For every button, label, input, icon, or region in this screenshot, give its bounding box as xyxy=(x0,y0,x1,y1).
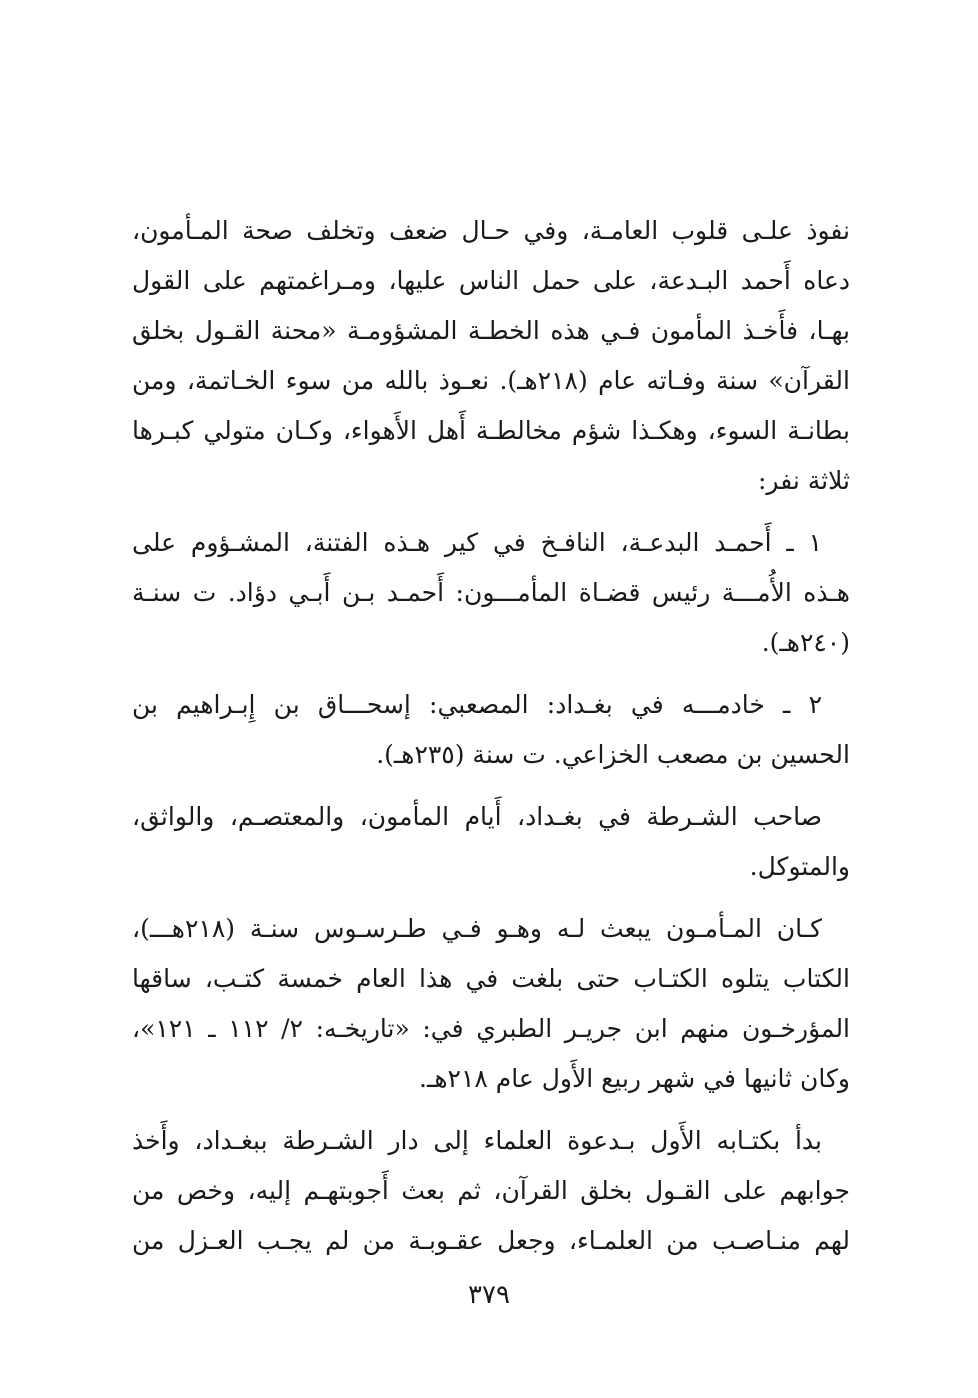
text-line: بطانـة السوء، وهكـذا شؤم مخالطـة أَهل الأَهواء، وكـان متولي كبـرها xyxy=(132,416,850,445)
text-line: (٢٤٠هـ). xyxy=(761,628,850,657)
text-line: ٢ ـ خادمـــه في بغـداد: المصعبي: إسحـــاق بن إِبـراهيم بن xyxy=(132,690,822,719)
text-line: صاحب الشـرطة في بغـداد، أَيام المأمون، والمعتصـم، والواثق، xyxy=(132,802,822,831)
text-line: هـذه الأُمـــة رئيس قضـاة المأمـــون: أَحمـد بـن أَبـي دؤاد. ت سنـة xyxy=(132,578,850,607)
text-line: المؤرخـون منهم ابن جريـر الطبري في: «تاريخـه: ٢/ ١١٢ ـ ١٢١»، xyxy=(132,1014,851,1043)
body-text xyxy=(132,206,850,1278)
paragraph-2 xyxy=(132,518,850,668)
text-line: كـان المـأمـون يبعث لـه وهـو فـي طـرسـوس سنـة (٢١٨هـــ)، xyxy=(132,914,822,943)
paragraph-3 xyxy=(132,680,850,780)
text-line: الحسين بن مصعب الخزاعي. ت سنة (٢٣٥هـ). xyxy=(376,740,850,769)
text-line: دعاه أَحمد البـدعة، على حمل الناس عليها، ومـراغمتهم على القول xyxy=(132,266,850,295)
text-line: بهـا، فأَخـذ المأمون فـي هذه الخطـة المشؤومـة «محنة القـول بخلق xyxy=(132,316,850,345)
paragraph-1 xyxy=(132,206,850,506)
paragraph-4 xyxy=(132,792,850,892)
text-line: ثلاثة نفر: xyxy=(757,466,850,495)
text-line: بدأ بكتـابه الأَول بـدعوة العلماء إلى دار الشـرطة ببغـداد، وأَخذ xyxy=(132,1126,822,1155)
text-line: وكان ثانيها في شهر ربيع الأَول عام ٢١٨هـ. xyxy=(419,1064,850,1093)
paragraph-6 xyxy=(132,1116,850,1266)
text-line: القرآن» سنة وفـاته عام (٢١٨هـ). نعـوذ بالله من سوء الخـاتمة، ومن xyxy=(132,366,850,395)
text-line: والمتوكل. xyxy=(749,852,850,881)
paragraph-5 xyxy=(132,904,850,1104)
text-line: نفوذ علـى قلوب العامـة، وفي حـال ضعف وتخلف صحة المـأمون، xyxy=(132,216,850,245)
text-line: ١ ـ أَحمـد البدعـة، النافـخ في كير هـذه الفتنة، المشـؤوم على xyxy=(132,528,822,557)
text-line: الكتاب يتلوه الكتـاب حتى بلغت في هذا العام خمسة كتـب، ساقها xyxy=(132,964,850,993)
text-line: جوابهم على القـول بخلق القرآن، ثم بعث أَجوبتهـم إليه، وخص من xyxy=(132,1176,850,1205)
text-line: لهم منـاصـب من العلمـاء، وجعل عقـوبـة من لم يجـب العـزل من xyxy=(132,1226,850,1255)
page-number: ٣٧٩ xyxy=(468,1280,510,1310)
